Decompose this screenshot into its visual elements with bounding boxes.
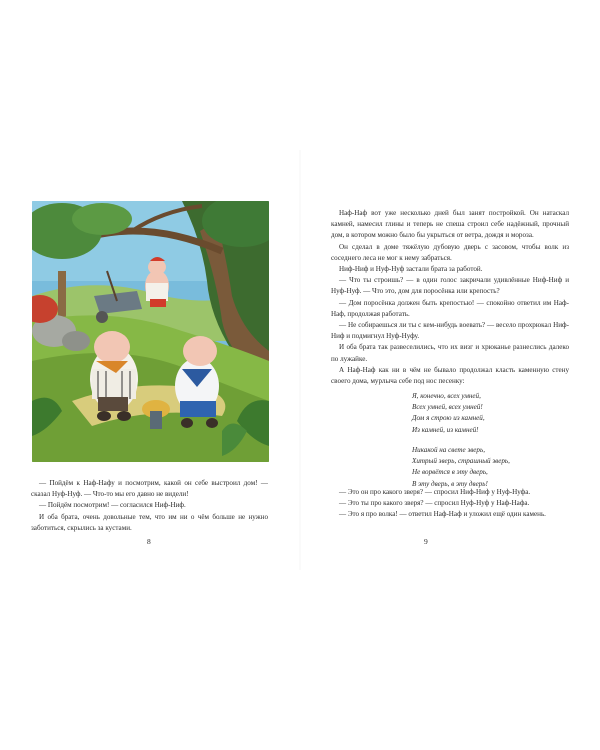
page-number-left: 8 <box>147 537 151 546</box>
right-page-text-top <box>331 208 569 387</box>
paragraph: — Не собираешься ли ты с кем-нибудь воевать? — весело прохрюкал Ниф-Ниф и подмигнул Нуф-Нуфу. <box>331 321 569 341</box>
illustration-three-piglets <box>32 201 269 462</box>
left-page-text <box>31 478 268 534</box>
poem-line: Из камней, из камней! <box>412 425 479 434</box>
paragraph: — Пойдём к Наф-Нафу и посмотрим, какой он себе выстроил дом! — сказал Нуф-Нуф. — Что-то мы его давно не видели! <box>31 479 268 499</box>
poem-line: Я, конечно, всех умней, <box>412 392 481 400</box>
right-page <box>300 0 600 750</box>
poem-line: В эту дверь, в эту дверь! <box>412 479 488 488</box>
illustration-drawing <box>32 201 269 462</box>
poem-stanza-1 <box>412 391 485 436</box>
poem-stanza-2 <box>412 445 510 490</box>
poem-line: Всех умней, всех умней! <box>412 403 483 412</box>
page-number-right: 9 <box>424 537 428 546</box>
poem-line: Хитрый зверь, страшный зверь, <box>412 457 510 466</box>
paragraph: — Дом поросёнка должен быть крепостью! — спокойно ответил им Наф-Наф, продолжая работать. <box>331 298 569 318</box>
poem-line: Никакой на свете зверь, <box>412 446 485 454</box>
paragraph: Наф-Наф вот уже несколько дней был занят постройкой. Он натаскал камней, намесил глины и теперь не спеша строил себе надёжный, прочный дом, в котором можно было бы укрыться от ветра, дождя и мороза. <box>331 209 569 240</box>
poem-line: Дом я строю из камней, <box>412 414 485 423</box>
right-page-text-bottom <box>331 487 569 521</box>
paragraph: Он сделал в доме тяжёлую дубовую дверь с засовом, чтобы волк из соседнего леса не мог к нему забраться. <box>331 242 569 262</box>
paragraph: — Что ты строишь? — в один голос закричали удивлённые Ниф-Ниф и Нуф-Нуф. — Что это, дом для поросёнка или крепость? <box>331 276 569 296</box>
paragraph: Ниф-Ниф и Нуф-Нуф застали брата за работой. <box>339 265 483 274</box>
paragraph: — Это ты про какого зверя? — спросил Нуф-Нуф у Наф-Нафа. <box>339 499 530 508</box>
paragraph: И оба брата так развеселились, что их визг и хрюканье разнеслись далеко по лужайке. <box>331 343 569 363</box>
paragraph: — Пойдём посмотрим! — согласился Ниф-Ниф. <box>39 501 186 510</box>
paragraph: А Наф-Наф как ни в чём не бывало продолжал класть каменную стену своего дома, мурлыча себе под нос песенку: <box>331 365 569 386</box>
paragraph: — Это я про волка! — ответил Наф-Наф и уложил ещё один камень. <box>339 510 546 519</box>
poem-line: Не ворвётся в эту дверь, <box>412 468 488 477</box>
paragraph: — Это он про какого зверя? — спросил Ниф-Ниф у Нуф-Нуфа. <box>339 488 531 496</box>
paragraph: И оба брата, очень довольные тем, что им ни о чём больше не нужно заботиться, скрылись за кустами. <box>31 512 268 532</box>
